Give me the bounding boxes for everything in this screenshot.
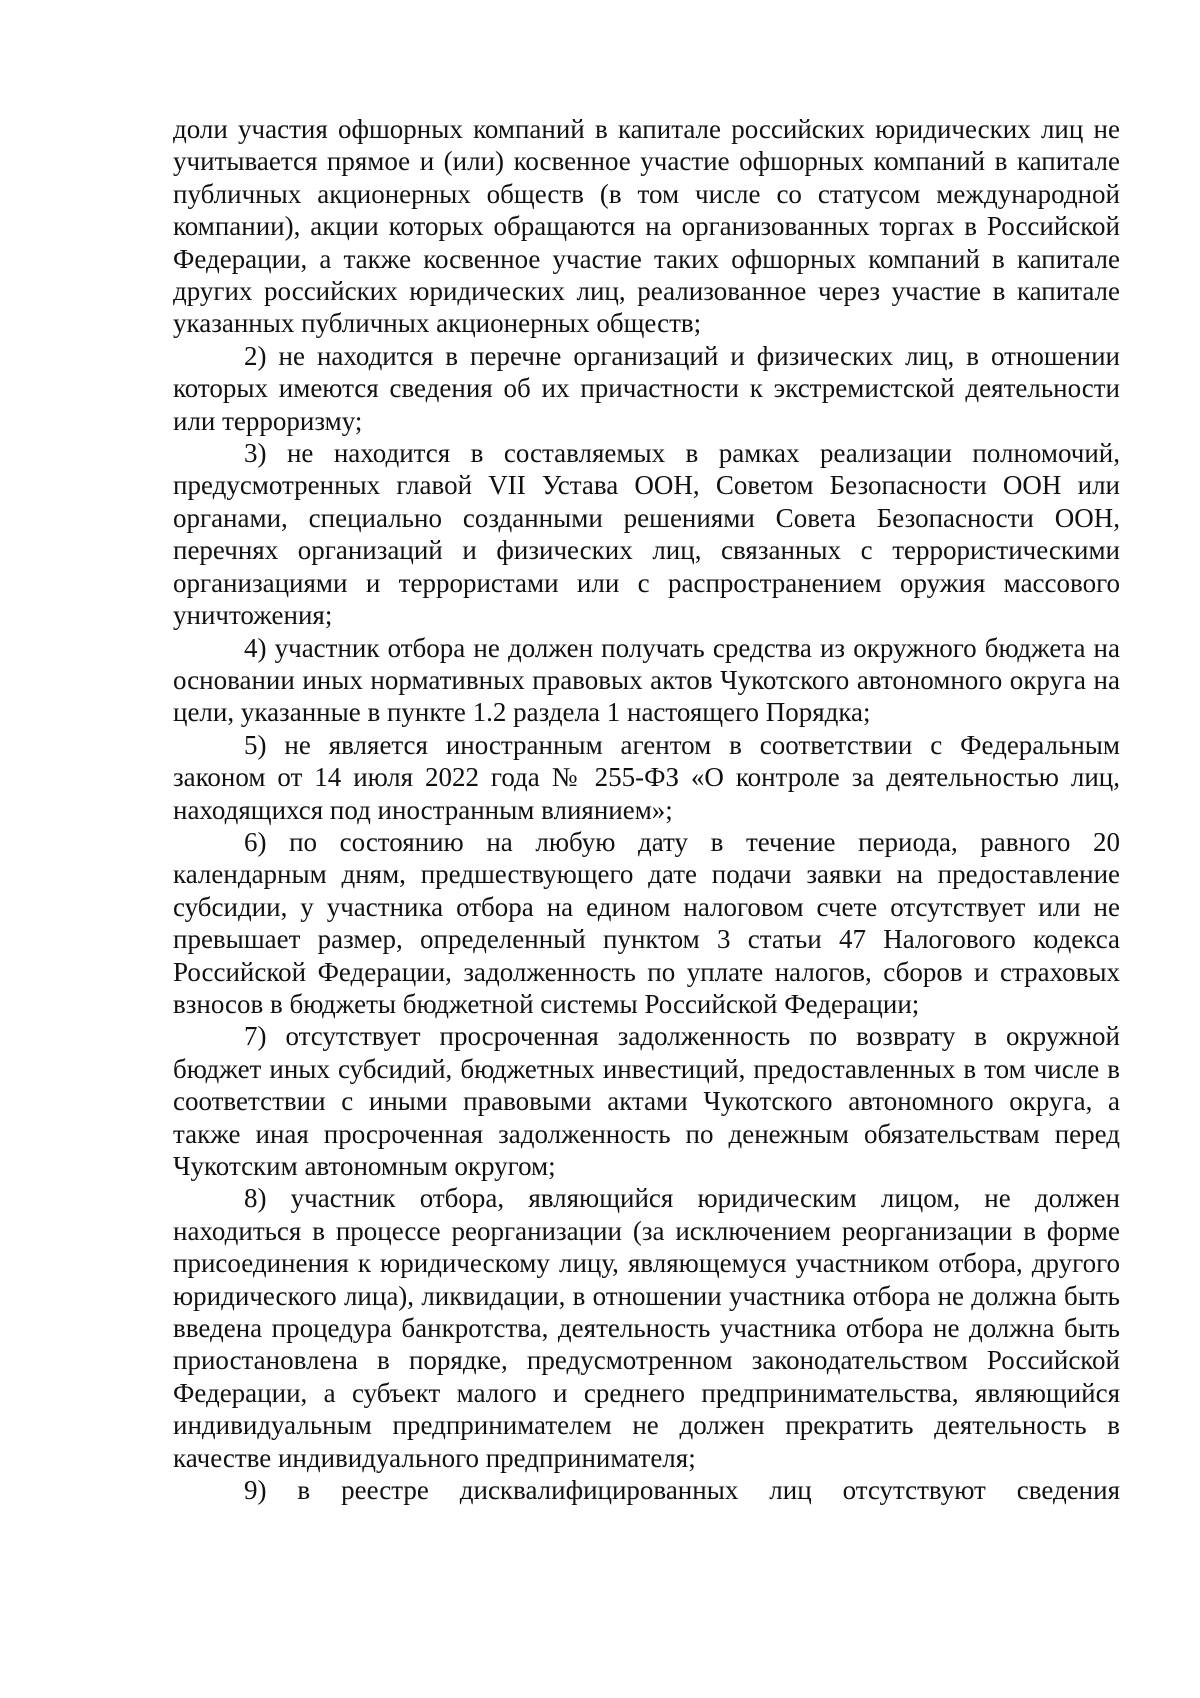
paragraph-item-7: 7) отсутствует просроченная задолженность по возврату в окружной бюджет иных субсидий, бюджетных инвестиций, предоставленных в том числе в соответствии с иными правовыми актами Чукотского автономного округа, а также иная просроченная задолженность по денежным обязательствам перед Чукотским автономным округом; — [173, 1021, 1120, 1181]
paragraph-item-2: 2) не находится в перечне организаций и физических лиц, в отношении которых имеются сведения об их причастности к экстремистской деятельности или терроризму; — [173, 340, 1120, 436]
paragraph-item-5: 5) не является иностранным агентом в соответствии с Федеральным законом от 14 июля 2022 года № 255-ФЗ «О контроле за деятельностью лиц, находящихся под иностранным влиянием»; — [173, 729, 1120, 825]
document-page — [173, 113, 1120, 1506]
paragraph-item-8: 8) участник отбора, являющийся юридическим лицом, не должен находиться в процессе реорганизации (за исключением реорганизации в форме присоединения к юридическому лицу, являющемуся участником отбора, другого юридического лица), ликвидации, в отношении участника отбора не должна быть введена процедура банкротства, деятельность участника отбора не должна быть приостановлена в порядке, предусмотренном законодательством Российской Федерации, а субъект малого и среднего предпринимательства, являющийся индивидуальным предпринимателем не должен прекратить деятельность в качестве индивидуального предпринимателя; — [173, 1183, 1120, 1473]
paragraph-offshore-continuation: доли участия офшорных компаний в капитале российских юридических лиц не учитывается прямое и (или) косвенное участие офшорных компаний в капитале публичных акционерных обществ (в том числе со статусом международной компании), акции которых обращаются на организованных торгах в Российской Федерации, а также косвенное участие таких офшорных компаний в капитале других российских юридических лиц, реализованное через участие в капитале указанных публичных акционерных обществ; — [173, 114, 1120, 339]
paragraph-item-9: 9) в реестре дисквалифицированных лиц отсутствуют сведения — [244, 1475, 1120, 1506]
paragraph-item-4: 4) участник отбора не должен получать средства из окружного бюджета на основании иных нормативных правовых актов Чукотского автономного округа на цели, указанные в пункте 1.2 раздела 1 настоящего Порядка; — [173, 632, 1120, 728]
paragraph-item-6: 6) по состоянию на любую дату в течение периода, равного 20 календарным дням, предшествующего дате подачи заявки на предоставление субсидии, у участника отбора на едином налоговом счете отсутствует или не превышает размер, определенный пунктом 3 статьи 47 Налогового кодекса Российской Федерации, задолженность по уплате налогов, сборов и страховых взносов в бюджеты бюджетной системы Российской Федерации; — [173, 826, 1120, 1019]
paragraph-item-3: 3) не находится в составляемых в рамках реализации полномочий, предусмотренных главой VII Устава ООН, Советом Безопасности ООН или органами, специально созданными решениями Совета Безопасности ООН, перечнях организаций и физических лиц, связанных с террористическими организациями и террористами или с распространением оружия массового уничтожения; — [173, 438, 1120, 631]
